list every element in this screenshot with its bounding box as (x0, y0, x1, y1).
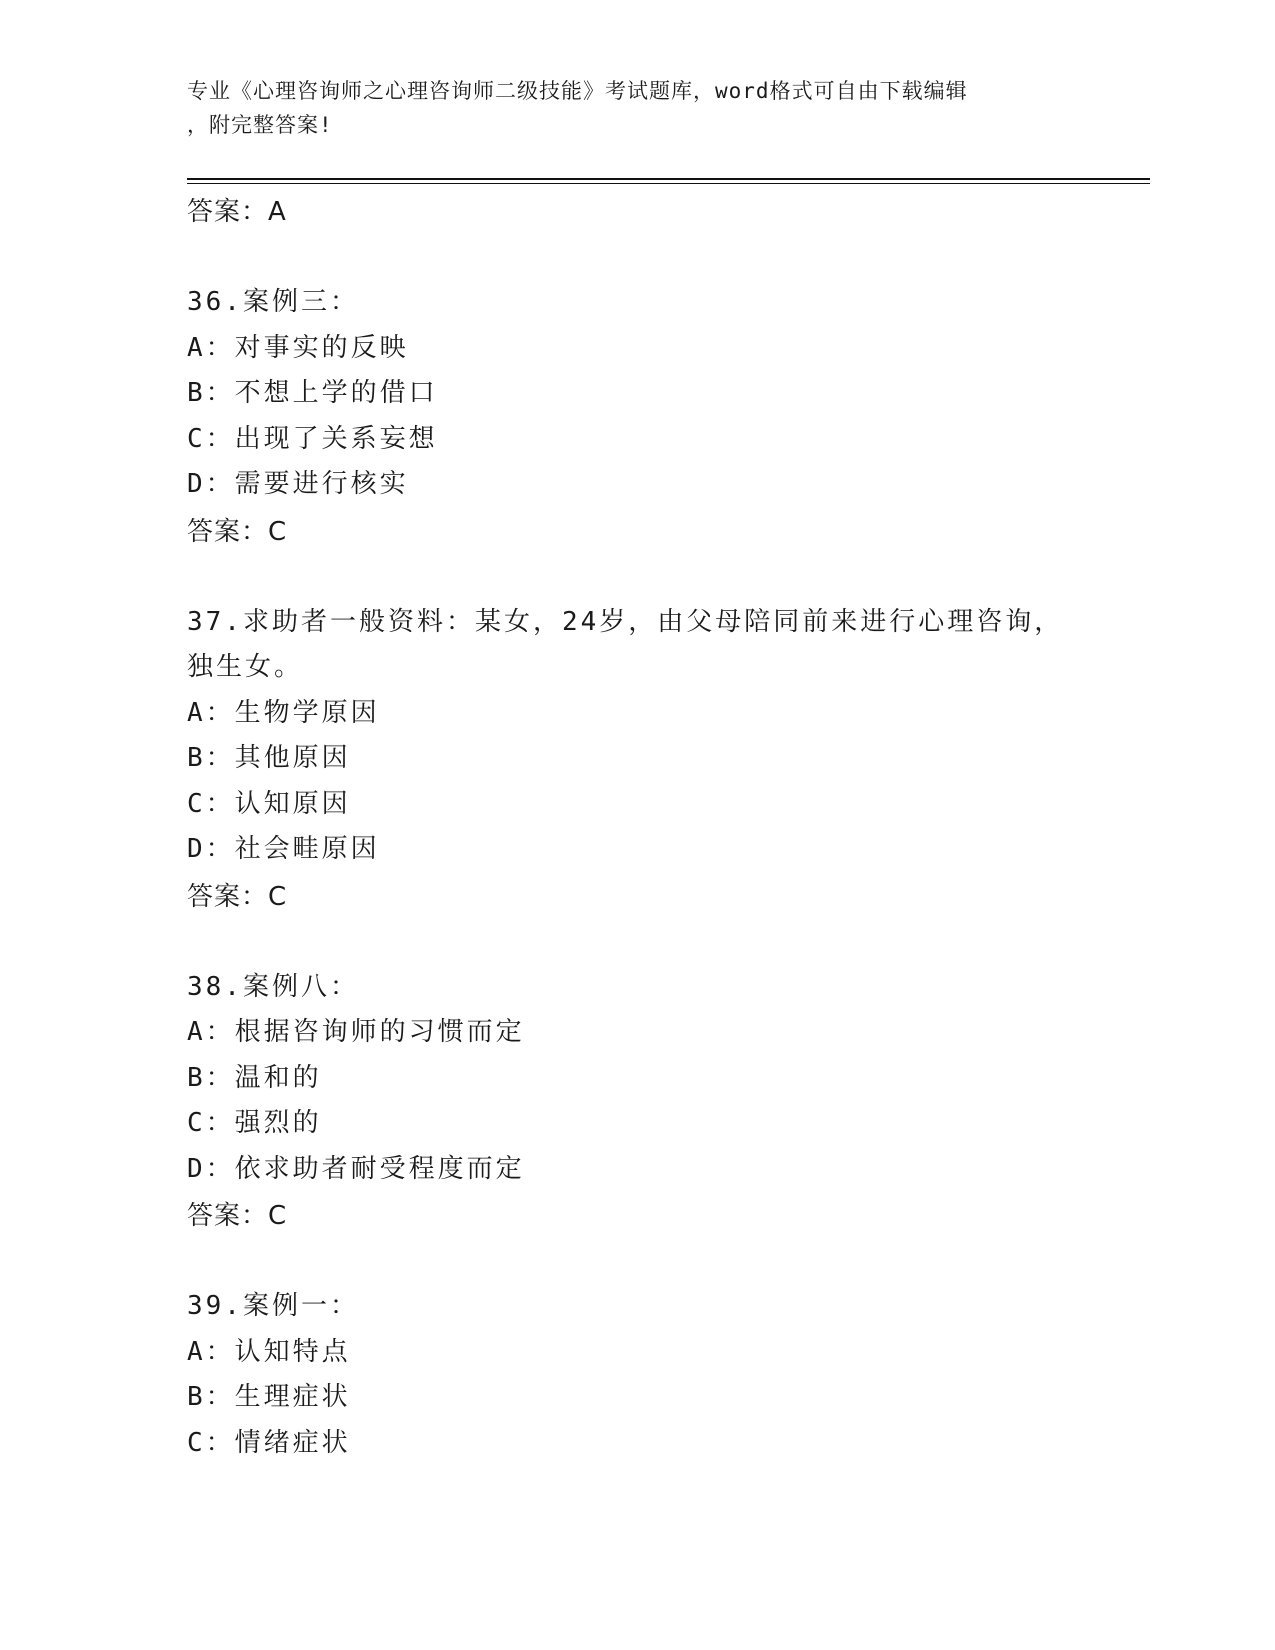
option-d: D：需要进行核实 (187, 469, 409, 499)
option-b: B：不想上学的借口 (187, 378, 438, 408)
question-block-38 (187, 965, 1087, 1241)
question-stem: 37.求助者一般资料：某女，24岁，由父母陪同前来进行心理咨询，独生女。 (187, 606, 1064, 682)
question-stem: 39.案例一： (187, 1291, 359, 1321)
question-stem: 38.案例八： (187, 971, 359, 1002)
header-divider-thick (187, 178, 1150, 180)
question-block-39 (187, 1284, 1087, 1466)
answer-line: 答案：A (187, 197, 287, 227)
question-list (187, 188, 1087, 1466)
answer-line: 答案：C (187, 1201, 288, 1231)
option-c: C：认知原因 (187, 788, 351, 819)
option-d: D：依求助者耐受程度而定 (187, 1153, 525, 1184)
question-stem: 36.案例三： (187, 287, 359, 317)
option-a: A：认知特点 (187, 1336, 351, 1367)
option-b: B：温和的 (187, 1062, 322, 1093)
option-c: C：强烈的 (187, 1108, 322, 1138)
option-c: C：情绪症状 (187, 1427, 351, 1458)
document-header (187, 74, 1087, 142)
question-block-36 (187, 280, 1087, 556)
option-c: C：出现了关系妄想 (187, 423, 438, 454)
option-a: A：对事实的反映 (187, 332, 409, 363)
option-b: B：生理症状 (187, 1382, 351, 1412)
option-a: A：生物学原因 (187, 697, 380, 728)
question-block-37 (187, 600, 1087, 921)
header-title-line-2: ，附完整答案! (187, 113, 333, 137)
option-a: A：根据咨询师的习惯而定 (187, 1017, 525, 1047)
header-title-line-1: 专业《心理咨询师之心理咨询师二级技能》考试题库，word格式可自由下载编辑 (187, 79, 968, 103)
answer-line: 答案：C (187, 516, 288, 547)
answer-line: 答案：C (187, 881, 288, 912)
option-d: D：社会畦原因 (187, 834, 380, 864)
option-b: B：其他原因 (187, 743, 351, 773)
header-divider-thin (187, 183, 1150, 184)
